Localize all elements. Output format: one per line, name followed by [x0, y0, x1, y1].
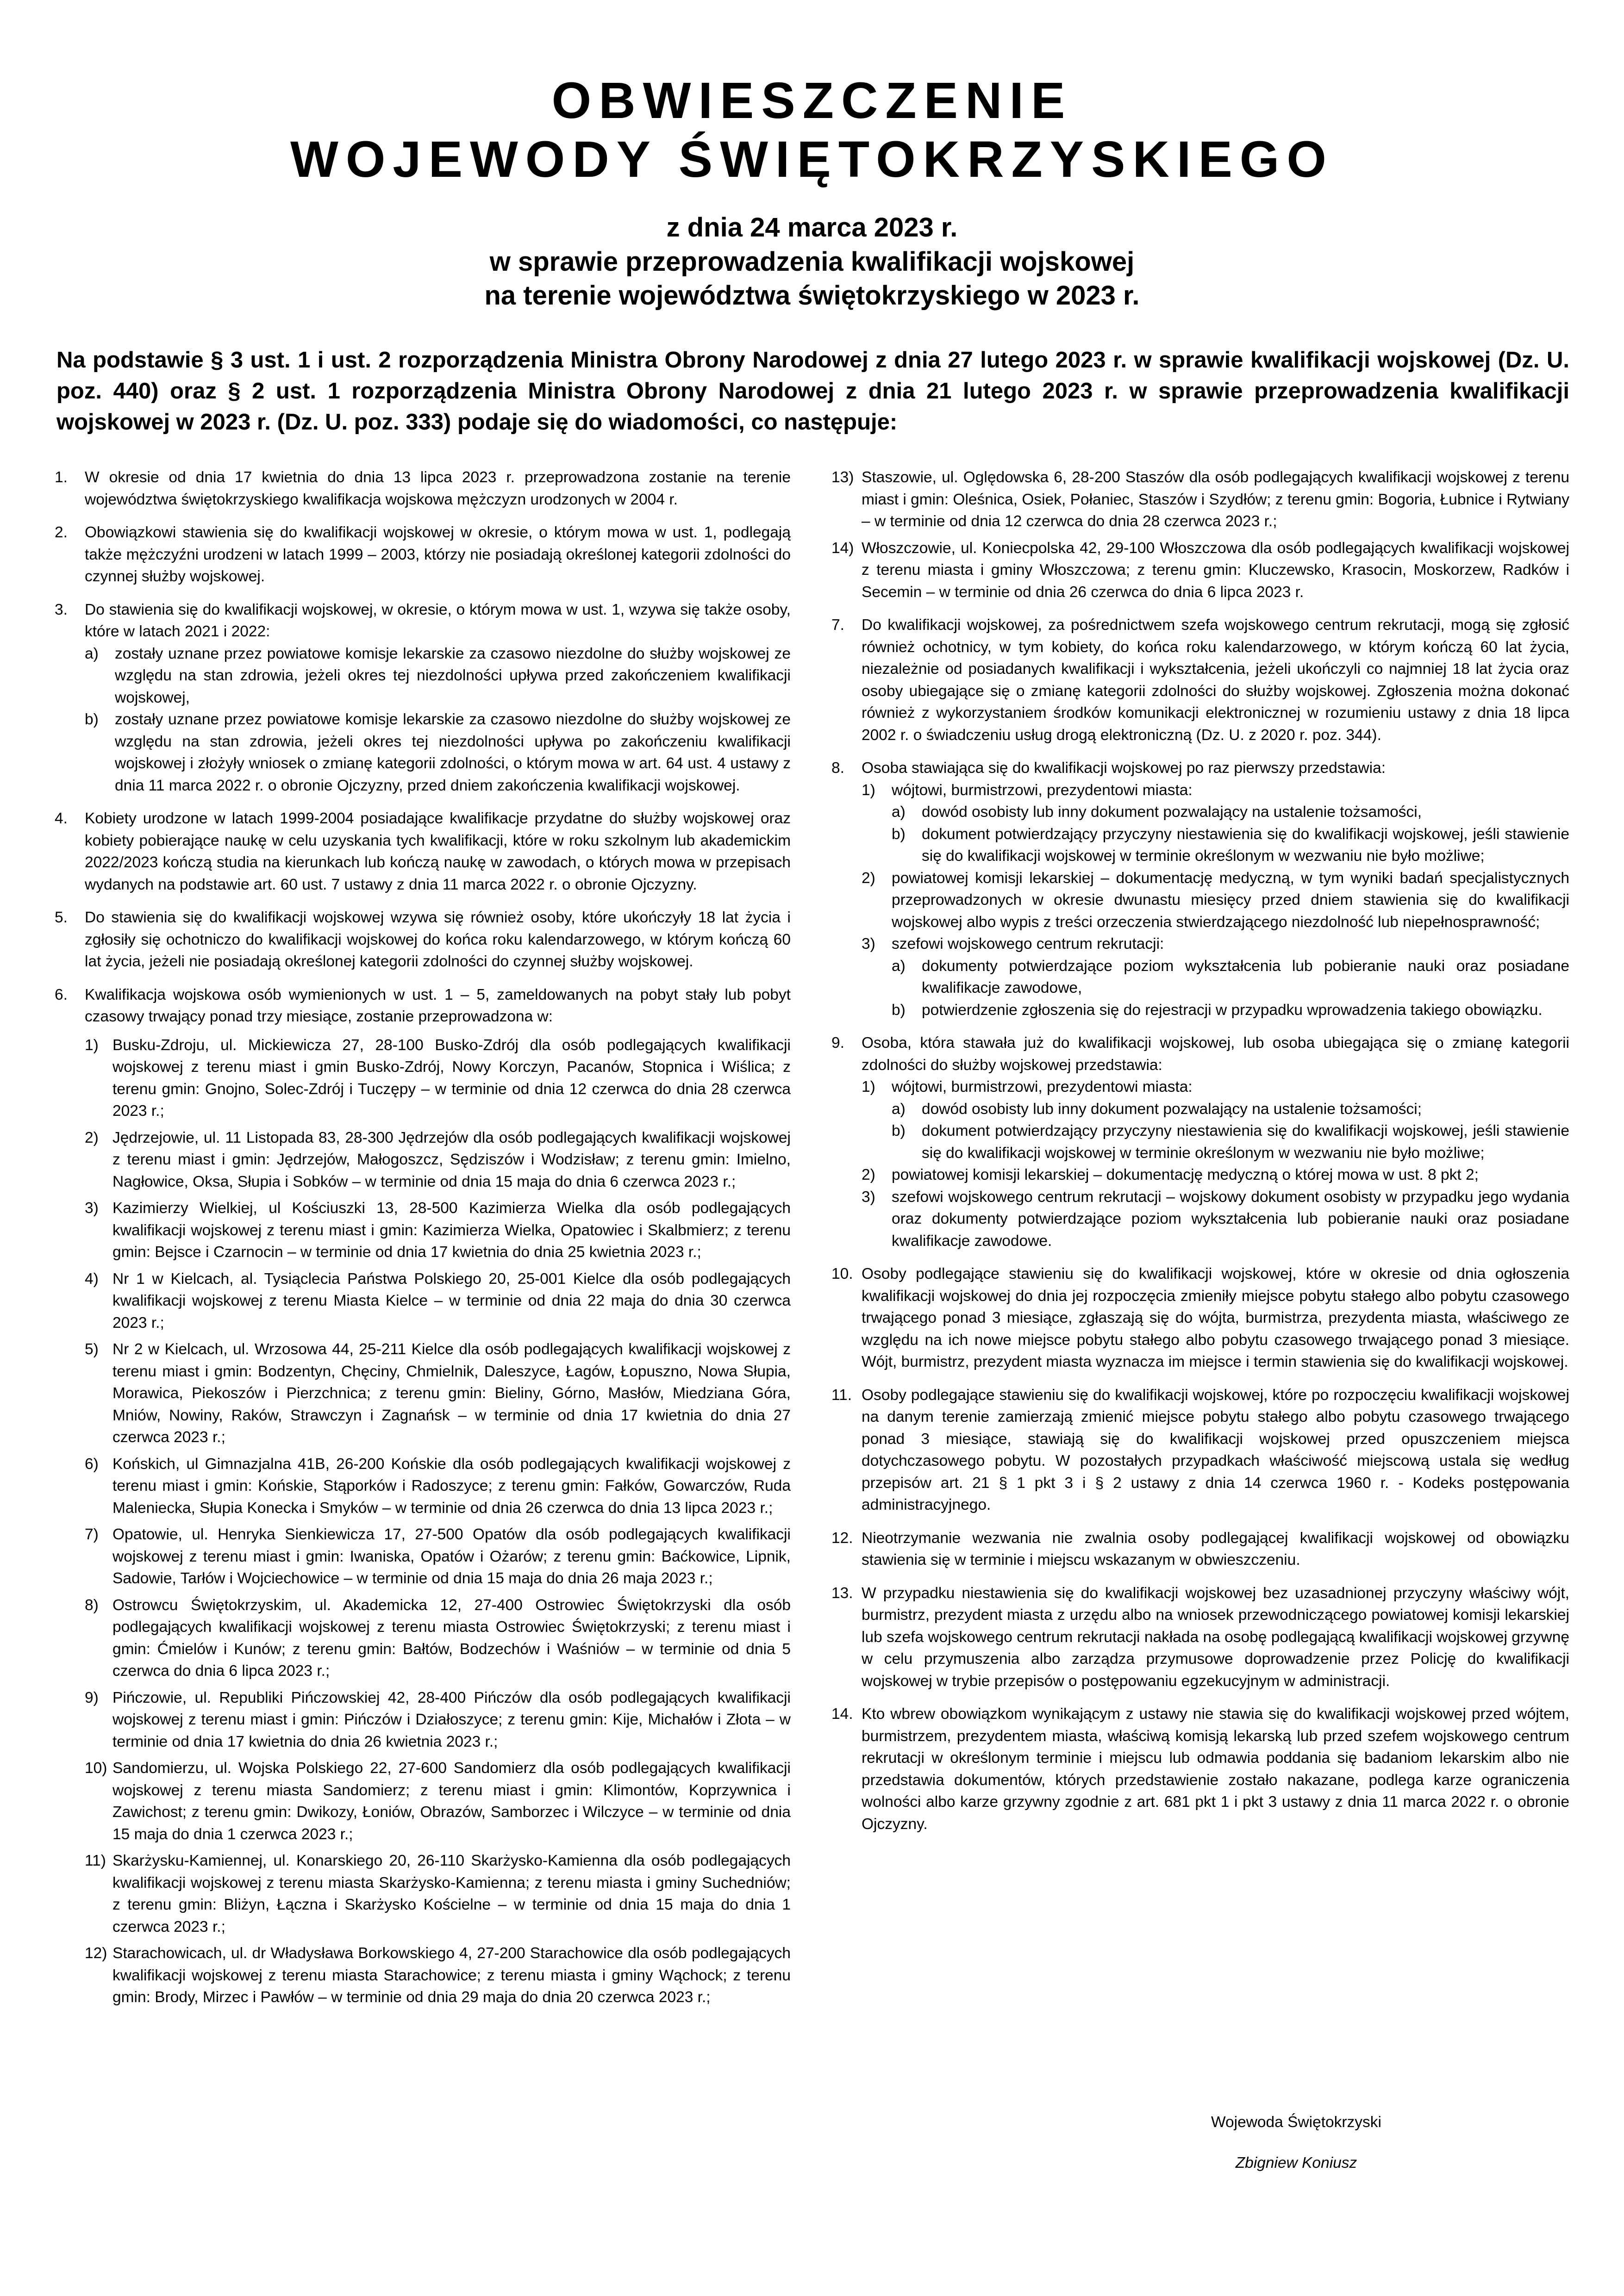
location-text: Włoszczowie, ul. Koniecpolska 42, 29-100 Włoszczowa dla osób podlegających kwalifikacji wojskowej z terenu miasta i gminy Włoszczowa; z terenu gmin: Kluczewsko, Krasocin, Moskorzew, Radków i Secemin – w terminie od dnia 26 czerwca do dnia 6 lipca 2023 r. [862, 539, 1569, 601]
location-number: 9) [85, 1689, 99, 1706]
paragraph-text: W przypadku niestawienia się do kwalifikacji wojskowej bez uzasadnionej przyczyny właściwy wójt, burmistrz, prezydent miasta z urzędu albo na wniosek przewodniczącego powiatowej komisji lekarskiej lub szefa wojskowego centrum rekrutacji nakłada na osobę podlegającą kwalifikacji wojskowej grzywnę w celu przymuszenia albo zarządza przymusowe doprowadzenie przez Policję do kwalifikacji wojskowej w trybie przepisów o postępowaniu egzekucyjnym w administracji. [862, 1584, 1569, 1690]
location-number: 5) [85, 1341, 99, 1358]
location-item [85, 1034, 791, 1122]
sub-item-letter: b) [892, 825, 906, 843]
location-number: 14) [831, 539, 854, 557]
location-number: 7) [85, 1526, 99, 1543]
sub-item-b [85, 709, 791, 796]
point-3b [892, 999, 1569, 1021]
location-item [85, 1942, 791, 2009]
point-number: 3) [862, 935, 875, 952]
point-1a [892, 1098, 1569, 1120]
sub-item-text: dokument potwierdzający przyczyny niestawienia się do kwalifikacji wojskowej, jeśli stawienie się do kwalifikacji wojskowej w terminie określonym w wezwaniu nie było możliwe; [922, 1122, 1569, 1162]
location-number: 10) [85, 1760, 107, 1777]
paragraph-text: Do stawienia się do kwalifikacji wojskowej wzywa się również osoby, które ukończyły 18 lat życia i zgłosiły się ochotniczo do kwalifikacji wojskowej do końca roku kalendarzowego, w którym kończą 60 lat życia, jeżeli nie posiadają określonej kategorii zdolności do czynnej służby wojskowej. [85, 909, 791, 970]
location-number: 13) [831, 469, 854, 486]
location-item [85, 1127, 791, 1193]
document-date: z dnia 24 marca 2023 r. [666, 212, 958, 243]
paragraph-3 [55, 599, 791, 797]
paragraph-text: W okresie od dnia 17 kwietnia do dnia 13 lipca 2023 r. przeprowadzona zostanie na terenie województwa świętokrzyskiego kwalifikacja wojskowa mężczyzn urodzonych w 2004 r. [85, 469, 791, 508]
paragraph-text: Osoba, która stawała już do kwalifikacji wojskowej, lub osoba ubiegająca się o zmianę kategorii zdolności do służby wojskowej przedstawia: [862, 1034, 1569, 1074]
paragraph-text: Do stawienia się do kwalifikacji wojskowej, w okresie, o którym mowa w ust. 1, wzywa się także osoby, które w latach 2021 i 2022: [85, 601, 791, 640]
location-number: 4) [85, 1270, 99, 1288]
paragraph-number: 2. [55, 524, 68, 541]
sub-item-letter: b) [892, 1122, 906, 1139]
document-subject-line1: w sprawie przeprowadzenia kwalifikacji wojskowej [489, 247, 1135, 277]
paragraph-text: Kobiety urodzone w latach 1999-2004 posiadające kwalifikacje przydatne do służby wojskowej oraz kobiety pobierające naukę w celu uzyskania tych kwalifikacji, które w roku szkolnym lub akademickim 2022/2023 kończą studia na kierunkach lub kończą naukę w zawodach, o których mowa w przepisach wydanych na podstawie art. 60 ust. 7 ustawy z dnia 11 marca 2022 r. o obronie Ojczyzny. [85, 810, 791, 893]
paragraph-number: 13. [831, 1584, 853, 1602]
paragraph-text: Obowiązkowi stawienia się do kwalifikacji wojskowej w okresie, o którym mowa w ust. 1, podlegają także mężczyźni urodzeni w latach 1999 – 2003, którzy nie posiadają określonej kategorii zdolności do czynnej służby wojskowej. [85, 524, 791, 585]
paragraph-number: 12. [831, 1529, 853, 1547]
point-number: 1) [862, 781, 875, 799]
paragraph-number: 9. [831, 1034, 844, 1052]
sub-item-text: potwierdzenie zgłoszenia się do rejestracji w przypadku wprowadzenia takiego obowiązku. [922, 1001, 1543, 1019]
location-text: Skarżysku-Kamiennej, ul. Konarskiego 20, 26-110 Skarżysko-Kamienna dla osób podlegających kwalifikacji wojskowej z terenu miasta Skarżysko-Kamienna; z terenu miasta i gminy Suchedniów; z terenu gmin: Bliżyn, Łączna i Skarżysko Kościelne – w terminie od dnia 15 maja do dnia 1 czerwca 2023 r.; [112, 1852, 791, 1935]
paragraph-7 [831, 614, 1569, 746]
sub-item-letter: b) [85, 711, 99, 728]
paragraph-number: 7. [831, 616, 844, 634]
paragraph-12 [831, 1527, 1569, 1571]
sub-item-text: dowód osobisty lub inny dokument pozwalający na ustalenie tożsamości; [922, 1100, 1422, 1118]
paragraph-10 [831, 1263, 1569, 1373]
paragraph-number: 11. [831, 1386, 852, 1404]
point-2 [862, 867, 1569, 933]
legal-basis-intro: Na podstawie § 3 ust. 1 i ust. 2 rozporządzenia Ministra Obrony Narodowej z dnia 27 lutego 2023 r. w sprawie kwalifikacji wojskowej (Dz. U. poz. 440) oraz § 2 ust. 1 rozporządzenia Ministra Obrony Narodowej z dnia 21 lutego 2023 r. w sprawie przeprowadzenia kwalifikacji wojskowej w 2023 r. (Dz. U. poz. 333) podaje się do wiadomości, co następuje: [56, 348, 1569, 435]
left-column [55, 467, 791, 2013]
document-subject-line2: na terenie województwa świętokrzyskiego w 2023 r. [484, 280, 1140, 311]
point-text: powiatowej komisji lekarskiej – dokumentację medyczną o której mowa w ust. 8 pkt 2; [892, 1166, 1479, 1183]
point-1 [862, 1076, 1569, 1164]
point-3 [862, 1186, 1569, 1252]
paragraph-number: 10. [831, 1265, 853, 1282]
paragraph-number: 4. [55, 810, 68, 827]
location-text: Końskich, ul Gimnazjalna 41B, 26-200 Końskie dla osób podlegających kwalifikacji wojskowej z terenu miast i gmin: Końskie, Stąporków i Radoszyce; z terenu gmin: Fałków, Gowarczów, Ruda Maleniecka, Słupia Konecka i Smyków – w terminie od dnia 26 czerwca do dnia 13 lipca 2023 r.; [112, 1455, 791, 1517]
location-item [831, 467, 1569, 533]
sub-item-text: dokumenty potwierdzające poziom wykształcenia lub pobieranie nauki oraz posiadane kwalifikacje zawodowe, [922, 957, 1569, 996]
sub-item-letter: a) [892, 957, 906, 975]
paragraph-text: Osoba stawiająca się do kwalifikacji wojskowej po raz pierwszy przedstawia: [862, 759, 1386, 777]
paragraph-text: Osoby podlegające stawieniu się do kwalifikacji wojskowej, które po rozpoczęciu kwalifikacji wojskowej na danym terenie zamierzają zmienić miejsce pobytu stałego albo pobytu czasowego trwającego ponad 3 miesiące, stawiają się do kwalifikacji wojskowej przed opuszczeniem miejsca dotychczasowego pobytu. W pozostałych przypadkach właściwość miejscową ustala się według przepisów art. 21 § 1 pkt 3 i § 2 ustawy z dnia 14 czerwca 1960 r. - Kodeks postępowania administracyjnego. [862, 1386, 1569, 1513]
point-text: szefowi wojskowego centrum rekrutacji: [892, 935, 1164, 952]
location-text: Pińczowie, ul. Republiki Pińczowskiej 42, 28-400 Pińczów dla osób podlegających kwalifikacji wojskowej z terenu miast i gmin: Pińczów i Działoszyce; z terenu gmin: Kije, Michałów i Złota – w terminie od dnia 17 kwietnia do dnia 26 kwietnia 2023 r.; [112, 1689, 791, 1750]
location-number: 3) [85, 1200, 99, 1217]
signature-name: Zbigniew Koniusz [1235, 2154, 1357, 2172]
point-number: 2) [862, 869, 875, 887]
paragraph-number: 6. [55, 986, 68, 1003]
sub-item-letter: b) [892, 1001, 906, 1019]
sub-item-text: zostały uznane przez powiatowe komisje lekarskie za czasowo niezdolne do służby wojskowej ze względu na stan zdrowia, jeżeli okres tej niezdolności upływa przed zakończeniem kwalifikacji wojskowej, [115, 645, 791, 706]
location-number: 6) [85, 1455, 99, 1473]
point-1b [892, 823, 1569, 867]
location-number: 11) [85, 1852, 106, 1869]
paragraph-9 [831, 1032, 1569, 1252]
paragraph-text: Kwalifikacja wojskowa osób wymienionych w ust. 1 – 5, zameldowanych na pobyt stały lub pobyt czasowy trwający ponad trzy miesiące, zostanie przeprowadzona w: [85, 986, 791, 1025]
location-number: 8) [85, 1596, 99, 1614]
location-item [85, 1524, 791, 1590]
location-item [85, 1268, 791, 1334]
location-item [85, 1850, 791, 1938]
document-title-line2: WOJEWODY ŚWIĘTOKRZYSKIEGO [290, 131, 1334, 188]
paragraph-text: Kto wbrew obowiązkom wynikającym z ustawy nie stawia się do kwalifikacji wojskowej przed wójtem, burmistrzem, prezydentem miasta, właściwą komisją lekarską lub przed szefem wojskowego centrum rekrutacji w określonym terminie i miejscu lub odmawia poddania się badaniom lekarskim albo nie przedstawia dokumentów, których przedstawienie zostało nakazane, podlega karze ograniczenia wolności albo karze grzywny zgodnie z art. 681 pkt 1 i pkt 3 ustawy z dnia 11 marca 2022 r. o obronie Ojczyzny. [862, 1705, 1569, 1833]
location-list [55, 1034, 791, 2009]
paragraph-text: Do kwalifikacji wojskowej, za pośrednictwem szefa wojskowego centrum rekrutacji, mogą się zgłosić również ochotnicy, w tym kobiety, do końca roku kalendarzowego, w którym kończą 60 lat życia, niezależnie od posiadanych kwalifikacji i wykształcenia, jeżeli ukończyli co najmniej 18 lat życia oraz osoby ubiegające się o zmianę kategorii zdolności do służby wojskowej. Zgłoszenia można dokonać również z wykorzystaniem środków komunikacji elektronicznej w rozumieniu ustawy z dnia 18 lipca 2002 r. o świadczeniu usług drogą elektroniczną (Dz. U. z 2020 r. poz. 344). [862, 616, 1569, 744]
location-item [85, 1594, 791, 1682]
point-2 [862, 1164, 1569, 1186]
location-text: Nr 2 w Kielcach, ul. Wrzosowa 44, 25-211 Kielce dla osób podlegających kwalifikacji wojskowej z terenu miast i gmin: Bodzentyn, Chęciny, Chmielnik, Daleszyce, Łagów, Łopuszno, Nowa Słupia, Morawica, Piekoszów i Pierzchnica; z terenu gmin: Bieliny, Górno, Masłów, Miedziana Góra, Mniów, Nowiny, Raków, Strawczyn i Zagnańsk – w terminie od dnia 17 kwietnia do dnia 27 czerwca 2023 r.; [112, 1341, 791, 1446]
paragraph-number: 5. [55, 909, 68, 926]
location-item [85, 1453, 791, 1519]
paragraph-number: 3. [55, 601, 68, 618]
paragraph-5 [55, 907, 791, 973]
location-number: 1) [85, 1036, 99, 1054]
location-text: Jędrzejowie, ul. 11 Listopada 83, 28-300 Jędrzejów dla osób podlegających kwalifikacji wojskowej z terenu miast i gmin: Jędrzejów, Małogoszcz, Sędziszów i Wodzisław; z terenu gmin: Imielno, Nagłowice, Oksa, Słupia i Sobków – w terminie od dnia 15 maja do dnia 6 czerwca 2023 r.; [112, 1129, 791, 1190]
paragraph-14 [831, 1703, 1569, 1835]
location-item [831, 537, 1569, 604]
paragraph-2 [55, 522, 791, 588]
location-item [85, 1338, 791, 1449]
location-text: Opatowie, ul. Henryka Sienkiewicza 17, 27-500 Opatów dla osób podlegających kwalifikacji wojskowej z terenu miast i gmin: Iwaniska, Opatów i Ożarów; z terenu gmin: Baćkowice, Lipnik, Sadowie, Tarłów i Wojciechowice – w terminie od dnia 15 maja do dnia 26 maja 2023 r.; [112, 1526, 791, 1587]
document-title-line1: OBWIESZCZENIE [551, 72, 1073, 129]
location-text: Busku-Zdroju, ul. Mickiewicza 27, 28-100 Busko-Zdrój dla osób podlegających kwalifikacji wojskowej z terenu miast i gmin Busko-Zdrój, Nowy Korczyn, Pacanów, Stopnica i Wiślica; z terenu gmin: Gnojno, Solec-Zdrój i Tuczępy – w terminie od dnia 12 czerwca do dnia 28 czerwca 2023 r.; [112, 1036, 791, 1120]
point-text: szefowi wojskowego centrum rekrutacji – wojskowy dokument osobisty w przypadku jego wydania oraz dokumenty potwierdzające poziom wykształcenia lub pobieranie nauki oraz posiadane kwalifikacje zawodowe. [892, 1188, 1569, 1250]
sub-item-text: dowód osobisty lub inny dokument pozwalający na ustalenie tożsamości, [922, 803, 1422, 821]
location-text: Sandomierzu, ul. Wojska Polskiego 22, 27-600 Sandomierz dla osób podlegających kwalifikacji wojskowej z terenu miasta Sandomierz; z terenu miast i gmin: Klimontów, Koprzywnica i Zawichost; z terenu gmin: Dwikozy, Łoniów, Obrazów, Samborzec i Wilczyce – w terminie od dnia 15 maja do dnia 1 czerwca 2023 r.; [112, 1760, 791, 1843]
point-number: 1) [862, 1078, 875, 1095]
location-text: Starachowicach, ul. dr Władysława Borkowskiego 4, 27-200 Starachowice dla osób podlegających kwalifikacji wojskowej z terenu miasta Starachowice; z terenu miasta i gminy Wąchock; z terenu gmin: Brody, Mirzec i Pawłów – w terminie od dnia 29 maja do dnia 20 czerwca 2023 r.; [112, 1945, 791, 2006]
paragraph-text: Nieotrzymanie wezwania nie zwalnia osoby podlegającej kwalifikacji wojskowej od obowiązku stawienia się w terminie i miejscu wskazanym w obwieszczeniu. [862, 1529, 1569, 1568]
paragraph-1 [55, 467, 791, 510]
location-text: Kazimierzy Wielkiej, ul Kościuszki 13, 28-500 Kazimierza Wielka dla osób podlegających kwalifikacji wojskowej z terenu miast i gmin: Kazimierza Wielka, Opatowiec i Skalbmierz; z terenu gmin: Bejsce i Czarnocin – w terminie od dnia 17 kwietnia do dnia 25 kwietnia 2023 r.; [112, 1200, 791, 1261]
point-text: wójtowi, burmistrzowi, prezydentowi miasta: [892, 781, 1193, 799]
sub-item-text: zostały uznane przez powiatowe komisje lekarskie za czasowo niezdolne do służby wojskowej ze względu na stan zdrowia, jeżeli okres tej niezdolności upływa po zakończeniu kwalifikacji wojskowej i złożyły wniosek o zmianę kategorii zdolności, o którym mowa w art. 64 ust. 4 ustawy z dnia 11 marca 2022 r. o obronie Ojczyzny, przed dniem zakończenia kwalifikacji wojskowej. [115, 711, 791, 794]
sub-item-text: dokument potwierdzający przyczyny niestawienia się do kwalifikacji wojskowej, jeśli stawienie się do kwalifikacji wojskowej w terminie określonym w wezwaniu nie było możliwe; [922, 825, 1569, 865]
location-item [85, 1757, 791, 1845]
paragraph-11 [831, 1384, 1569, 1516]
location-number: 12) [85, 1945, 107, 1962]
right-column [831, 467, 1569, 1846]
location-text: Staszowie, ul. Oględowska 6, 28-200 Staszów dla osób podlegających kwalifikacji wojskowej z terenu miast i gmin: Oleśnica, Osiek, Połaniec, Staszów i Szydłów; z terenu gmin: Bogoria, Łubnice i Rytwiany – w terminie od dnia 12 czerwca do dnia 28 czerwca 2023 r.; [862, 469, 1569, 530]
location-item [85, 1197, 791, 1263]
location-text: Nr 1 w Kielcach, al. Tysiąclecia Państwa Polskiego 20, 25-001 Kielce dla osób podlegających kwalifikacji wojskowej z terenu Miasta Kielce – w terminie od dnia 22 maja do dnia 30 czerwca 2023 r.; [112, 1270, 791, 1332]
location-number: 2) [85, 1129, 99, 1146]
point-number: 3) [862, 1188, 875, 1206]
paragraph-6 [55, 984, 791, 1028]
paragraph-text: Osoby podlegające stawieniu się do kwalifikacji wojskowej, które w okresie od dnia ogłoszenia kwalifikacji wojskowej do dnia jej rozpoczęcia zmieniły miejsce pobytu stałego albo pobytu czasowego trwającego ponad 3 miesiące, zgłaszają się do wójta, burmistrza, prezydenta miasta, właściwego ze względu na ich nowe miejsce pobytu stałego albo pobytu czasowego trwającego ponad 3 miesiące. Wójt, burmistrz, prezydent miasta wyznacza im miejsce i termin stawienia się do kwalifikacji wojskowej. [862, 1265, 1569, 1370]
paragraph-13 [831, 1582, 1569, 1692]
paragraph-number: 1. [55, 469, 68, 486]
signature-office: Wojewoda Świętokrzyski [1211, 2114, 1381, 2131]
point-text: powiatowej komisji lekarskiej – dokumentację medyczną, w tym wyniki badań specjalistycznych przeprowadzonych w okresie dwunastu miesięcy przed dniem stawienia się do kwalifikacji wojskowej albo wypis z treści orzeczenia stwierdzającego niezdolność lub niepełnosprawność; [892, 869, 1569, 931]
point-3 [862, 933, 1569, 1021]
location-item [85, 1687, 791, 1753]
sub-item-letter: a) [892, 803, 906, 821]
sub-item-letter: a) [85, 645, 99, 662]
point-3a [892, 955, 1569, 999]
point-1b [892, 1120, 1569, 1164]
point-1a [892, 801, 1569, 823]
paragraph-number: 8. [831, 759, 844, 777]
paragraph-number: 14. [831, 1705, 853, 1723]
location-list-continued [831, 467, 1569, 603]
paragraph-8 [831, 757, 1569, 1021]
point-number: 2) [862, 1166, 875, 1183]
sub-item-letter: a) [892, 1100, 906, 1118]
point-1 [862, 779, 1569, 867]
location-text: Ostrowcu Świętokrzyskim, ul. Akademicka 12, 27-400 Ostrowiec Świętokrzyski dla osób podlegających kwalifikacji wojskowej z terenu miasta Ostrowiec Świętokrzyski; z terenu miast i gmin: Ćmielów i Kunów; z terenu gmin: Bałtów, Bodzechów i Waśniów – w terminie od dnia 5 czerwca do dnia 6 lipca 2023 r.; [112, 1596, 791, 1680]
paragraph-4 [55, 808, 791, 896]
point-text: wójtowi, burmistrzowi, prezydentowi miasta: [892, 1078, 1193, 1095]
sub-item-a [85, 643, 791, 709]
